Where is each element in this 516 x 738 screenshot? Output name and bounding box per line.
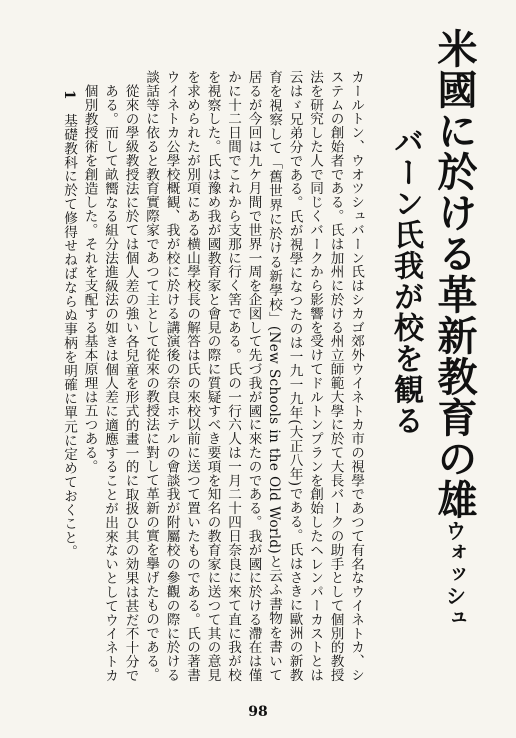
principle-number: 1 [61,90,77,101]
article-subtitle: バーン氏我が校を観る [388,126,423,436]
principle-item [59,90,80,682]
page-number: 98 [248,704,268,720]
principle-text: 基礎教科に於て修得せねばならぬ事柄を明確に單元に定めておくこと。 [61,114,77,559]
article-title [431,28,478,629]
article-title-main: 米國に於ける革新教育の雄 [431,28,478,520]
article-title-furigana: ウォッシュ [442,520,467,629]
article-body [26,70,366,682]
paragraph-introduction: カールトン、ウオツシュバーン氏はシカゴ郊外ウイネトカ市の視學であつて有名なウイネトカ、システムの創始者である。氏は加州に於ける州立師範大學に於て大長バークの助手として個別的教授法を研究した人で同じくバークから影響を受けてドルトンプランを創始したヘレンパーカストとは云はゞ兄弟分である。氏が視學になつたのは一九一九年(大正八年)である。氏はさきに歐洲の新教育を視察して「舊世界に於ける新學校」(New Schools in the Old World)と云ふ書物を書いて居るが今回は九ケ月間で世界一周を企図して先づ我が國に來たのである。我が國に於ける滯在は僅かに十二日間でこれから支那に行く筈である。氏の一行六人は一月二十四日奈良に來て直に我が校を視察した。氏は豫め我が國教育家と會見の際に質疑すべき要項を知名の教育家に送つて其の意見を求められたが別項にある横山學校長の解答は氏の來校以前に送つて置いたものである。氏の著書ウイネトカ公學校概観、我が校に於ける講演後の奈良ホテルの會談我が附屬校の參觀の際に於ける談話等に依ると教育實際家であつて主として從來の教授法に對して革新の實を擧げたものである。 [143,70,364,682]
paragraph-method: 從來の學級教授法に於ては個人差の強い各兒童を形式的畫一的に取扱ひ其の効果は甚だ不十分である。而して畝嚮なる組分法進級法の如きは個人差に適應することが出來ないとしてウイネトカ個別教授術を創造した。それを支配する基本原理は五つある。 [81,83,139,682]
